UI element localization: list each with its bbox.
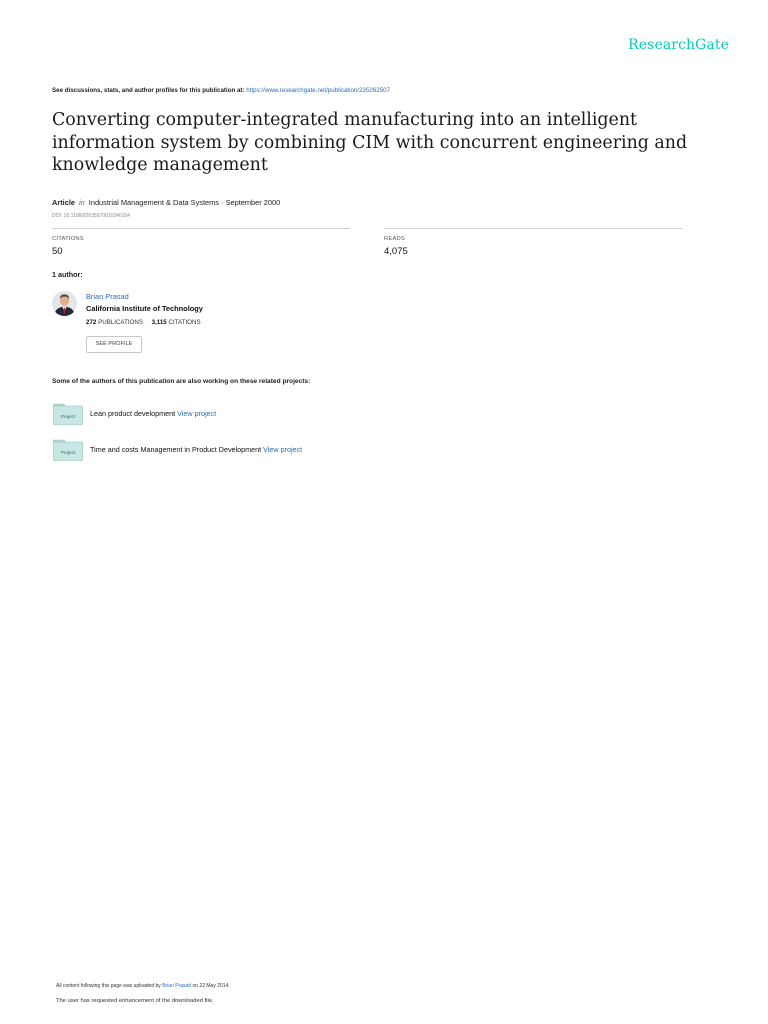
publication-type: Article	[52, 198, 76, 207]
author-citations-count: 3,115	[151, 319, 167, 326]
publication-venue[interactable]: Industrial Management & Data Systems · September 2000	[88, 198, 281, 207]
upload-prefix: All content following this page was uploaded by	[56, 983, 161, 989]
reads-divider	[384, 228, 682, 229]
uploader-link[interactable]: Brian Prasad	[162, 983, 192, 989]
related-projects-heading: Some of the authors of this publication are also working on these related projects:	[52, 378, 311, 385]
researchgate-logo[interactable]: ResearchGate	[628, 37, 729, 53]
reads-label: READS	[384, 236, 405, 242]
author-name-link[interactable]: Brian Prasad	[86, 292, 129, 301]
author-stats	[86, 319, 201, 326]
project-name: Time and costs Management in Product Development	[90, 445, 262, 454]
view-project-link[interactable]: View project	[263, 445, 303, 454]
publication-title: Converting computer-integrated manufacturing into an intelligent information system by combining CIM with concurrent engineering and knowledge management	[52, 110, 688, 175]
publication-meta	[52, 198, 280, 207]
author-citations-label: CITATIONS	[168, 319, 201, 326]
in-word: in	[79, 198, 85, 207]
author-publications-label: PUBLICATIONS	[98, 319, 143, 326]
view-project-link[interactable]: View project	[177, 409, 217, 418]
upload-suffix: on 22 May 2014.	[192, 983, 230, 989]
author-avatar[interactable]	[52, 291, 77, 316]
citations-value: 50	[52, 246, 63, 257]
publication-doi: DOI: 10.1108/02635570010340104	[52, 213, 131, 219]
discussion-line	[52, 87, 390, 94]
see-profile-button[interactable]: SEE PROFILE	[86, 336, 142, 353]
discussion-prefix: See discussions, stats, and author profiles for this publication at:	[52, 87, 245, 94]
enhancement-note: The user has requested enhancement of the downloaded file.	[56, 998, 214, 1004]
project-folder-icon	[53, 439, 83, 461]
author-photo-icon	[52, 291, 77, 316]
authors-heading: 1 author:	[52, 270, 83, 279]
publication-url-link[interactable]: https://www.researchgate.net/publication/235262507	[246, 87, 391, 94]
project-icon-label: Project	[60, 450, 76, 455]
citations-divider	[52, 228, 350, 229]
project-folder-icon	[53, 403, 83, 425]
reads-value: 4,075	[384, 246, 408, 257]
project-name: Lean product development	[90, 409, 176, 418]
author-publications-count: 272	[86, 319, 97, 326]
upload-note	[56, 983, 230, 989]
project-item	[90, 409, 216, 418]
citations-label: CITATIONS	[52, 236, 84, 242]
project-icon-label: Project	[60, 414, 76, 419]
author-institution: California Institute of Technology	[86, 304, 203, 313]
project-item	[90, 445, 302, 454]
